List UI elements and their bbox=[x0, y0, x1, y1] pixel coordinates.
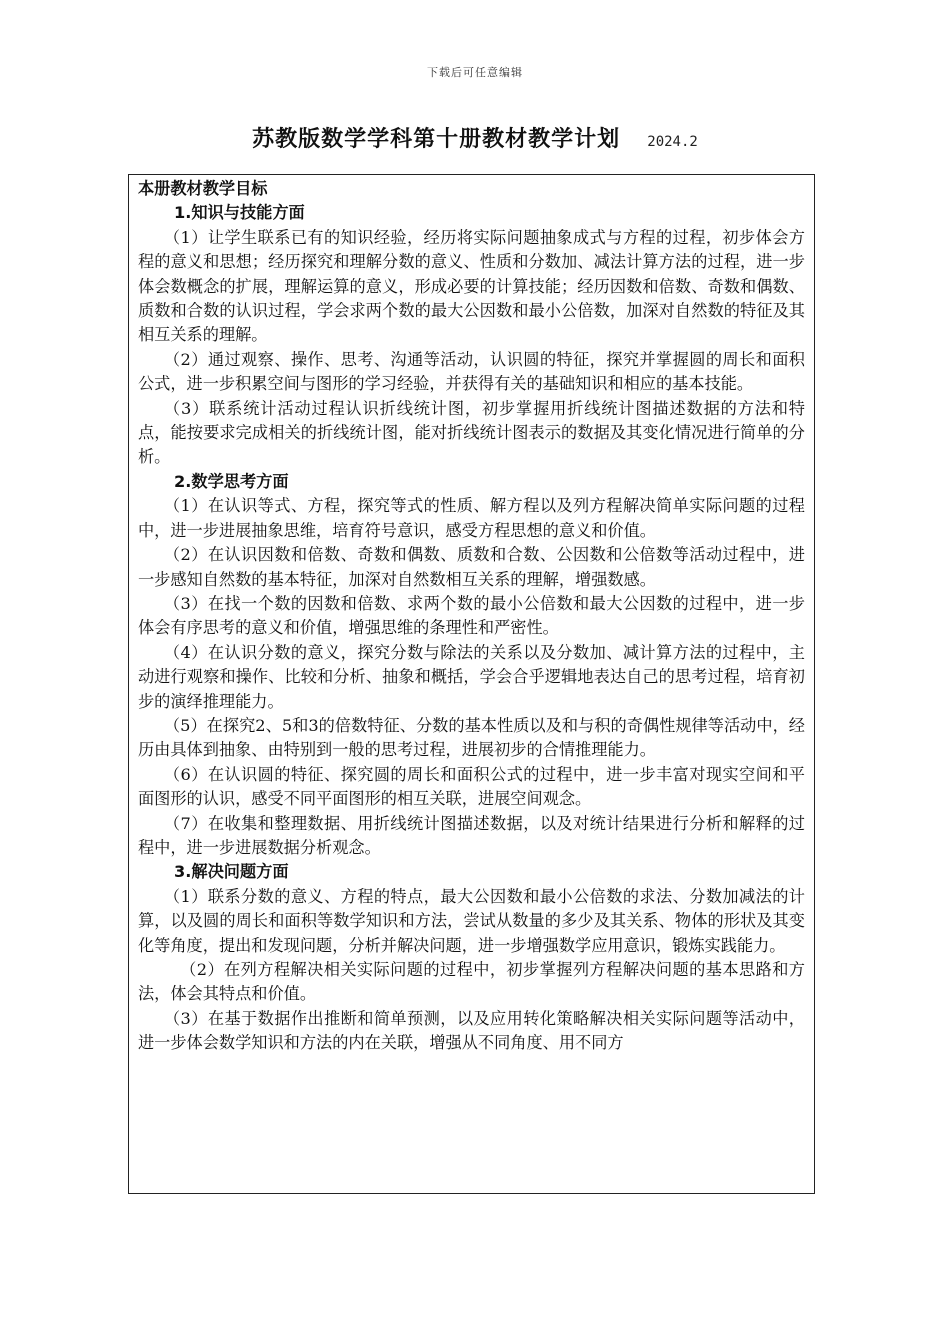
paragraph: （1）让学生联系已有的知识经验，经历将实际问题抽象成式与方程的过程，初步体会方程的意义和思想；经历探究和理解分数的意义、性质和分数加、减法计算方法的过程，进一步体会数概念的扩展，理解运算的意义，形成必要的计算技能；经历因数和倍数、奇数和偶数、质数和合数的认识过程，学会求两个数的最大公因数和最小公倍数，加深对自然数的特征及其相互关系的理解。 bbox=[138, 227, 805, 345]
paragraph: （7）在收集和整理数据、用折线统计图描述数据，以及对统计结果进行分析和解释的过程中，进一步进展数据分析观念。 bbox=[138, 813, 805, 857]
document-date: 2024.2 bbox=[647, 134, 698, 150]
paragraph: （3）在找一个数的因数和倍数、求两个数的最小公倍数和最大公因数的过程中，进一步体会有序思考的意义和价值，增强思维的条理性和严密性。 bbox=[138, 593, 805, 638]
paragraph: （3）联系统计活动过程认识折线统计图，初步掌握用折线统计图描述数据的方法和特点，能按要求完成相关的折线统计图，能对折线统计图表示的数据及其变化情况进行简单的分析。 bbox=[138, 398, 805, 467]
group-heading-problem-solving: 3.解决问题方面 bbox=[174, 862, 289, 882]
title-row bbox=[0, 122, 950, 153]
paragraph: （3）在基于数据作出推断和简单预测，以及应用转化策略解决相关实际问题等活动中，进一步体会数学知识和方法的内在关联，增强从不同角度、用不同方 bbox=[138, 1008, 805, 1053]
paragraph: （5）在探究2、5和3的倍数特征、分数的基本性质以及和与积的奇偶性规律等活动中，经历由具体到抽象、由特别到一般的思考过程，进展初步的合情推理能力。 bbox=[138, 715, 805, 760]
objectives-content bbox=[129, 175, 814, 1056]
group-heading-thinking: 2.数学思考方面 bbox=[174, 471, 289, 491]
paragraph: （6）在认识圆的特征、探究圆的周长和面积公式的过程中，进一步丰富对现实空间和平面图形的认识，感受不同平面图形的相互关联，进展空间观念。 bbox=[138, 764, 805, 809]
paragraph: （4）在认识分数的意义，探究分数与除法的关系以及分数加、减计算方法的过程中，主动进行观察和操作、比较和分析、抽象和概括，学会合乎逻辑地表达自己的思考过程，培育初步的演绎推理能力。 bbox=[138, 642, 805, 711]
paragraph: （2）在认识因数和倍数、奇数和偶数、质数和合数、公因数和公倍数等活动过程中，进一步感知自然数的基本特征，加深对自然数相互关系的理解，增强数感。 bbox=[138, 545, 805, 589]
objectives-table bbox=[128, 174, 815, 1194]
paragraph: （2）通过观察、操作、思考、沟通等活动，认识圆的特征，探究并掌握圆的周长和面积公式，进一步积累空间与图形的学习经验，并获得有关的基础知识和相应的基本技能。 bbox=[138, 349, 805, 394]
paragraph: （1）联系分数的意义、方程的特点，最大公因数和最小公倍数的求法、分数加减法的计算，以及圆的周长和面积等数学知识和方法，尝试从数量的多少及其关系、物体的形状及其变化等角度，提出和发现问题，分析并解决问题，进一步增强数学应用意识，锻炼实践能力。 bbox=[138, 886, 805, 955]
paragraph: （2）在列方程解决相关实际问题的过程中，初步掌握列方程解决问题的基本思路和方法，体会其特点和价值。 bbox=[138, 960, 805, 1004]
section-heading: 本册教材教学目标 bbox=[138, 179, 268, 198]
paragraph: （1）在认识等式、方程，探究等式的性质、解方程以及列方程解决简单实际问题的过程中，进一步进展抽象思维，培育符号意识，感受方程思想的意义和价值。 bbox=[138, 496, 805, 540]
group-heading-knowledge: 1.知识与技能方面 bbox=[174, 203, 305, 223]
document-title: 苏教版数学学科第十册教材教学计划 bbox=[252, 127, 621, 152]
header-note: 下载后可任意编辑 bbox=[427, 66, 523, 79]
